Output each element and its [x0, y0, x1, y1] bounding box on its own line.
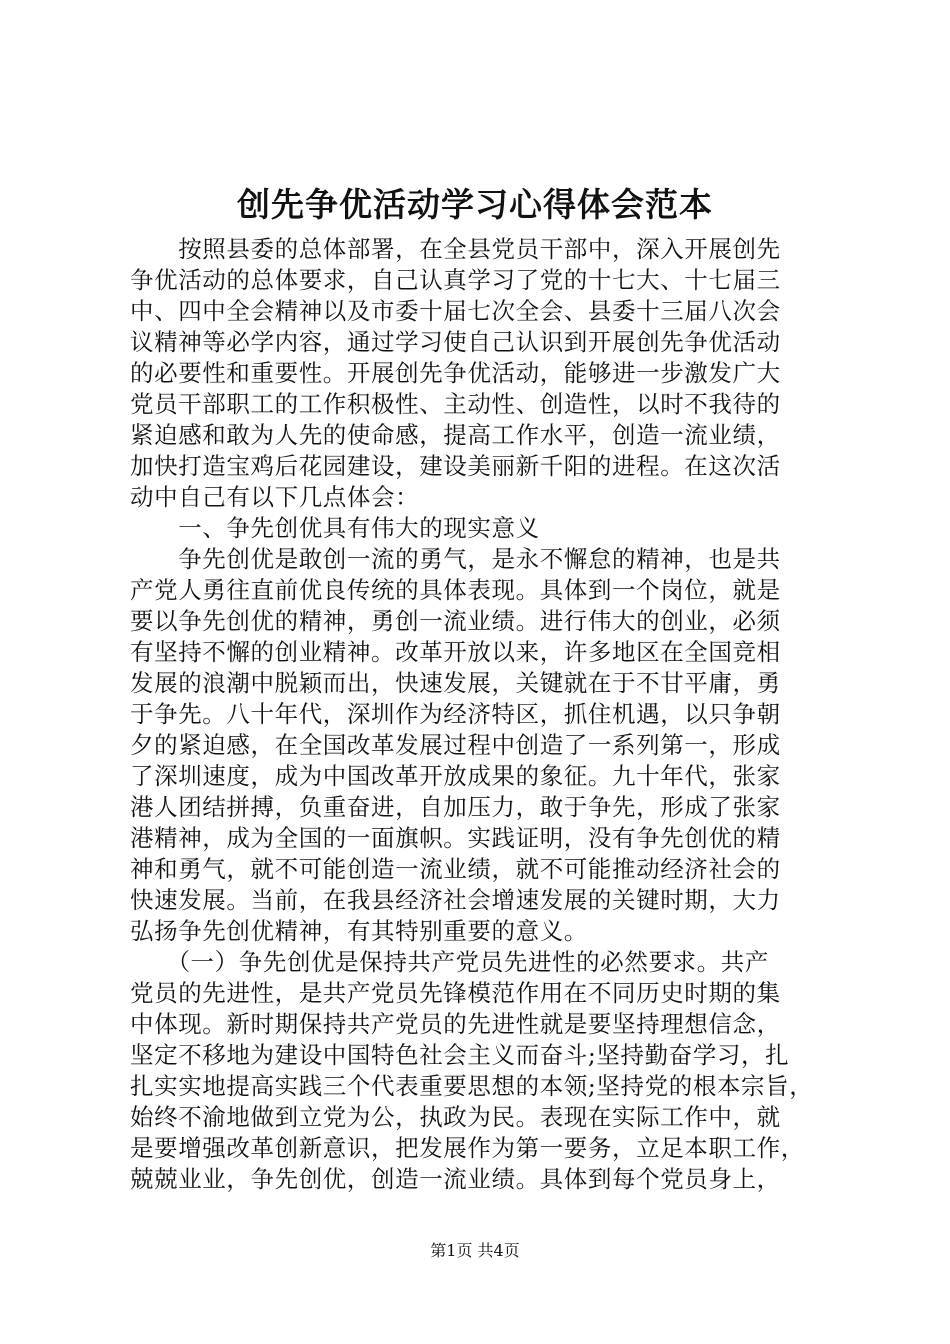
body-line: 按照县委的总体部署，在全县党员干部中，深入开展创先: [130, 235, 781, 263]
body-line: 中、四中全会精神以及市委十届七次全会、县委十三届八次会: [130, 297, 781, 325]
body-line: 于争先。八十年代，深圳作为经济特区，抓住机遇，以只争朝: [130, 700, 781, 728]
body-line: 议精神等必学内容，通过学习使自己认识到开展创先争优活动: [130, 328, 781, 356]
body-line: 港人团结拼搏，负重奋进，自加压力，敢于争先，形成了张家: [130, 793, 781, 821]
body-line: 兢兢业业，争先创优，创造一流业绩。具体到每个党员身上，: [130, 1165, 781, 1193]
body-line: 了深圳速度，成为中国改革开放成果的象征。九十年代，张家: [130, 762, 781, 790]
body-line: 产党人勇往直前优良传统的具体表现。具体到一个岗位，就是: [130, 576, 781, 604]
body-line: 神和勇气，就不可能创造一流业绩，就不可能推动经济社会的: [130, 855, 781, 883]
body-line: 争先创优是敢创一流的勇气，是永不懈怠的精神，也是共: [130, 545, 781, 573]
body-line: 中体现。新时期保持共产党员的先进性就是要坚持理想信念，: [130, 1010, 781, 1038]
body-line: 扎实实地提高实践三个代表重要思想的本领;坚持党的根本宗旨，: [130, 1072, 814, 1100]
body-line: 发展的浪潮中脱颖而出，快速发展，关键就在于不甘平庸，勇: [130, 669, 781, 697]
body-line: 紧迫感和敢为人先的使命感，提高工作水平，创造一流业绩，: [130, 421, 781, 449]
body-line: 港精神，成为全国的一面旗帜。实践证明，没有争先创优的精: [130, 824, 781, 852]
body-line: 是要增强改革创新意识，把发展作为第一要务，立足本职工作，: [130, 1134, 805, 1162]
body-line: 争优活动的总体要求，自己认真学习了党的十七大、十七届三: [130, 266, 781, 294]
document-body: [130, 234, 846, 1195]
body-line: 始终不渝地做到立党为公，执政为民。表现在实际工作中，就: [130, 1103, 781, 1131]
document-title: 创先争优活动学习心得体会范本: [237, 185, 713, 224]
body-line: 弘扬争先创优精神，有其特别重要的意义。: [130, 917, 588, 945]
page-number-footer: 第1页 共4页: [430, 1241, 520, 1260]
body-line: 坚定不移地为建设中国特色社会主义而奋斗;坚持勤奋学习，扎: [130, 1041, 790, 1069]
body-line: 加快打造宝鸡后花园建设，建设美丽新千阳的进程。在这次活: [130, 452, 781, 480]
body-line: 的必要性和重要性。开展创先争优活动，能够进一步激发广大: [130, 359, 781, 387]
section-heading: 一、争先创优具有伟大的现实意义: [130, 514, 540, 542]
body-line: 快速发展。当前，在我县经济社会增速发展的关键时期，大力: [130, 886, 781, 914]
body-line: 有坚持不懈的创业精神。改革开放以来，许多地区在全国竞相: [130, 638, 781, 666]
body-line: 夕的紧迫感，在全国改革发展过程中创造了一系列第一，形成: [130, 731, 781, 759]
body-line: 动中自己有以下几点体会：: [130, 483, 420, 511]
body-line: （一）争先创优是保持共产党员先进性的必然要求。共产: [130, 948, 769, 976]
body-line: 党员干部职工的工作积极性、主动性、创造性，以时不我待的: [130, 390, 781, 418]
body-line: 要以争先创优的精神，勇创一流业绩。进行伟大的创业，必须: [130, 607, 781, 635]
body-line: 党员的先进性，是共产党员先锋模范作用在不同历史时期的集: [130, 979, 781, 1007]
